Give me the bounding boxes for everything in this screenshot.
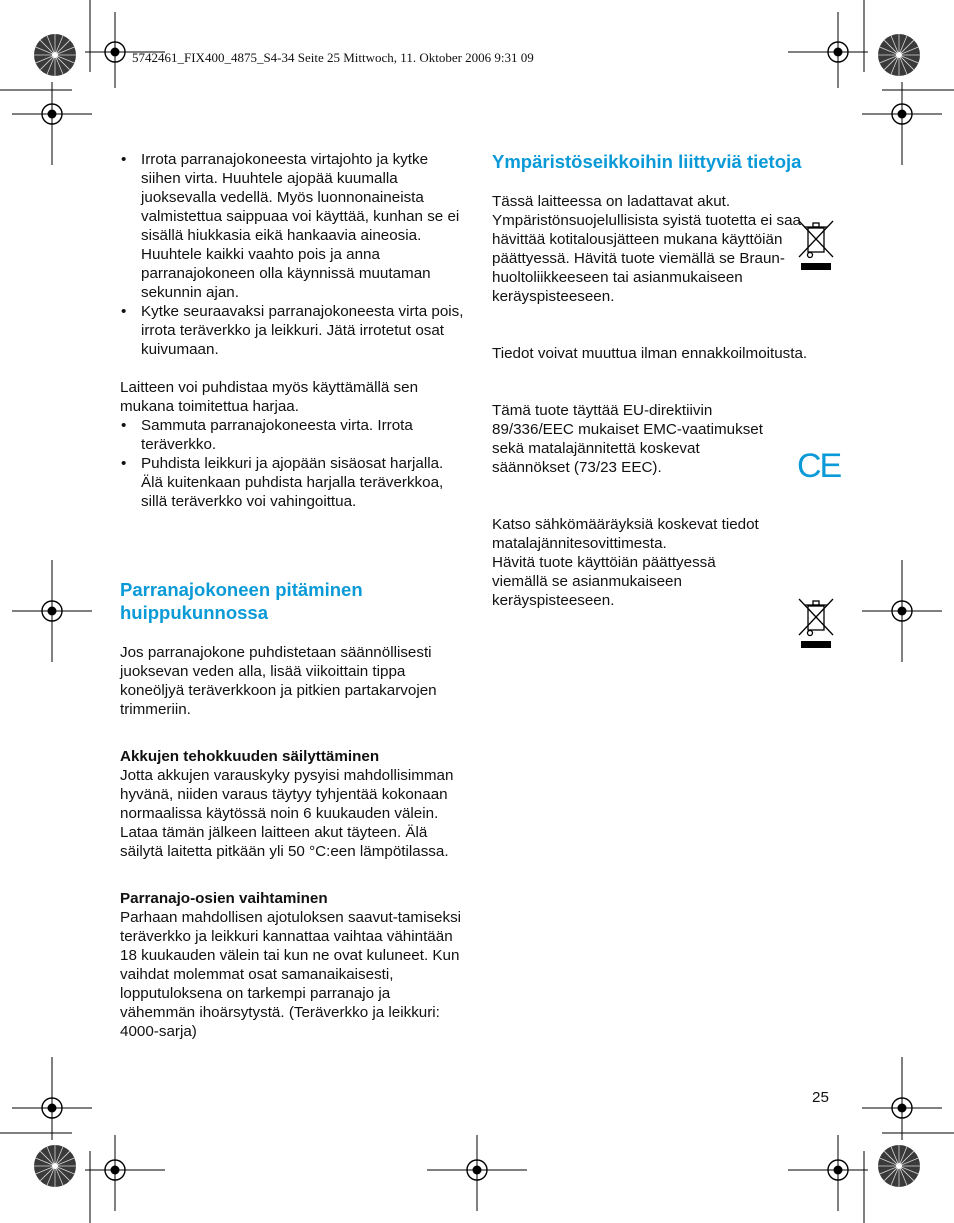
ce-mark-icon	[797, 447, 841, 485]
adapter-text: Katso sähkömääräyksiä koskevat tiedot matalajännitesovittimesta.	[492, 516, 759, 552]
brush-intro: Laitteen voi puhdistaa myös käyttämällä sen mukana toimitettua harjaa.	[120, 379, 419, 415]
environment-text: Tässä laitteessa on ladattavat akut. Ympäristönsuojelullisista syistä tuotetta ei saa hävittää kotitalousjätteen mukana käyttöiän päättyessä. Hävitä tuote viemällä se Braun-huoltoliikkeeseen tai asianmukaiseen keräyspisteeseen.	[492, 193, 801, 305]
left-column	[120, 150, 465, 1041]
parts-heading: Parranajo-osien vaihtaminen	[120, 890, 328, 907]
brush-steps-list	[120, 416, 465, 511]
change-notice: Tiedot voivat muuttua ilman ennakkoilmoitusta.	[492, 345, 808, 362]
disposal-text: Hävitä tuote käyttöiän päättyessä viemällä se asianmukaiseen keräyspisteeseen.	[492, 554, 716, 609]
environment-heading: Ympäristöseikkoihin liittyviä tietoja	[492, 151, 802, 172]
crossed-out-wheelie-bin-icon	[797, 219, 835, 273]
ce-mark-label: CE	[797, 447, 841, 485]
list-item: • Sammuta parranajokoneesta virta. Irrota teräverkko.	[120, 416, 465, 454]
maintenance-heading: Parranajokoneen pitäminen huippukunnossa	[120, 579, 363, 623]
list-item: • Puhdista leikkuri ja ajopään sisäosat harjalla. Älä kuitenkaan puhdista harjalla teräverkkoa, sillä teräverkko voi vahingoittua.	[120, 454, 465, 511]
battery-heading: Akkujen tehokkuuden säilyttäminen	[120, 748, 380, 765]
battery-text: Jotta akkujen varauskyky pysyisi mahdollisimman hyvänä, niiden varaus täytyy tyhjentää kokonaan normaalissa käytössä noin 6 kuukauden välein. Lataa tämän jälkeen laitteen akut täyteen. Älä säilytä laitetta pitkään yli 50 °C:een lämpötilassa.	[120, 767, 454, 860]
eu-compliance-text: Tämä tuote täyttää EU-direktiivin 89/336/EEC mukaiset EMC-vaatimukset sekä matalajännitettä koskevat säännökset (73/23 EEC).	[492, 402, 763, 476]
right-column	[492, 150, 822, 610]
parts-text: Parhaan mahdollisen ajotuloksen saavut-tamiseksi teräverkko ja leikkuri kannattaa vaihtaa vähintään 18 kuukauden välein tai kun ne ovat kuluneet. Kun vaihdat molemmat osat samanaikaisesti, lopputuloksena on tarkempi parranajo ja vähemmän ihoärsytystä. (Teräverkko ja leikkuri: 4000-sarja)	[120, 909, 462, 1040]
page-number: 25	[812, 1089, 829, 1106]
print-slug: 5742461_FIX400_4875_S4-34 Seite 25 Mittwoch, 11. Oktober 2006 9:31 09	[132, 50, 534, 65]
crossed-out-wheelie-bin-icon	[797, 597, 835, 651]
maintenance-text: Jos parranajokone puhdistetaan säännöllisesti juoksevan veden alla, lisää viikoittain tippa koneöljyä teräverkkoon ja pitkien partakarvojen trimmeriin.	[120, 644, 437, 718]
cleaning-steps-list	[120, 150, 465, 359]
list-item: • Kytke seuraavaksi parranajokoneesta virta pois, irrota teräverkko ja leikkuri. Jätä irrotetut osat kuivumaan.	[120, 302, 465, 359]
list-item: • Irrota parranajokoneesta virtajohto ja kytke siihen virta. Huuhtele ajopää kuumalla juoksevalla vedellä. Myös luonnonaineista valmistettua saippuaa voi käyttää, kunhan se ei sisällä hiukkasia eikä hankaavia aineosia. Huuhtele kaikki vaahto pois ja anna parranajokoneen olla käynnissä muutaman sekunnin ajan.	[120, 150, 465, 302]
